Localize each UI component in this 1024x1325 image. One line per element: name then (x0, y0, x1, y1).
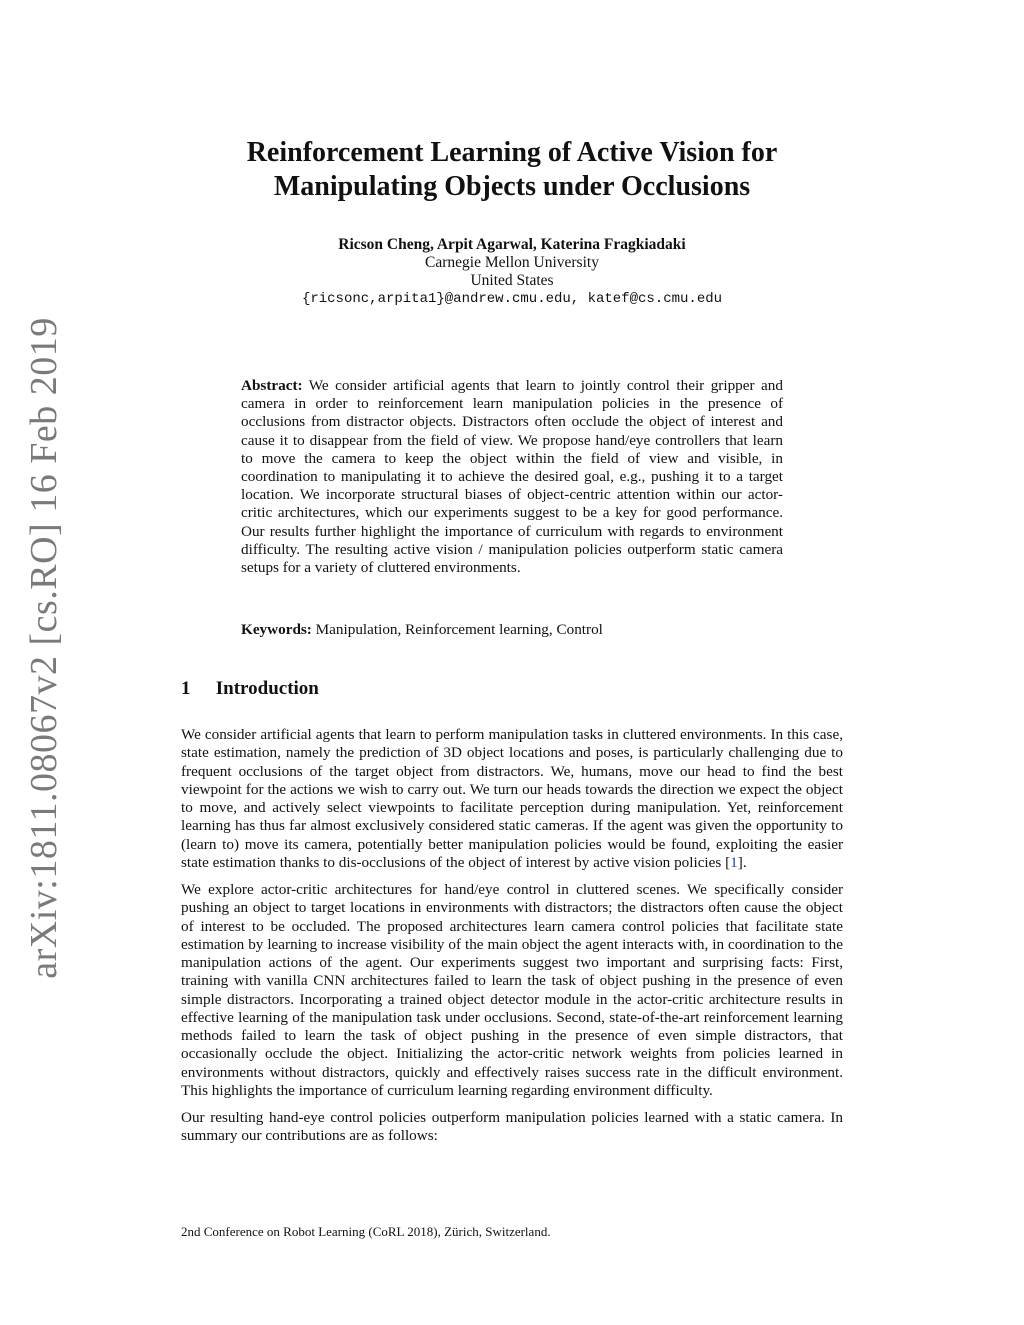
author-names: Ricson Cheng, Arpit Agarwal, Katerina Fragkiadaki (338, 236, 686, 253)
keywords (241, 621, 801, 639)
title-line-1: Reinforcement Learning of Active Vision for (246, 137, 778, 168)
abstract (241, 377, 783, 577)
author-block (0, 236, 1024, 308)
author-emails: {ricsonc,arpita1}@andrew.cmu.edu, katef@cs.cmu.edu (301, 291, 723, 307)
keywords-label: Keywords: (241, 621, 312, 638)
paper-title (0, 136, 1024, 204)
author-affiliation: Carnegie Mellon University (425, 254, 599, 271)
section-title: Introduction (215, 678, 319, 699)
section-heading-introduction (181, 678, 319, 700)
abstract-text: We consider artificial agents that learn to jointly control their gripper and camera in order to reinforcement learn manipulation policies in the presence of occlusions from distractor objects. Distractors often occlude the object of interest and cause it to disappear from the field of view. We propose hand/eye controllers that learn to move the camera to keep the object within the field of view and visible, in coordination to manipulating it to achieve the desired goal, e.g., pushing it to a target location. We incorporate structural biases of object-centric attention within our actor-critic architectures, which our experiments suggest to be a key for good performance. Our results further highlight the importance of curriculum with regards to environment difficulty. The resulting active vision / manipulation policies outperform static camera setups for a variety of cluttered environments. (241, 377, 783, 577)
conference-footer: 2nd Conference on Robot Learning (CoRL 2018), Zürich, Switzerland. (181, 1224, 551, 1239)
paragraph: We explore actor-critic architectures for hand/eye control in cluttered scenes. We specifically consider pushing an object to target locations in environments with distractors; the distractors often cause the object of interest to be occluded. The proposed architectures learn camera control policies that facilitate state estimation by learning to increase visibility of the main object the agent interacts with, in coordination to the manipulation actions of the agent. Our experiments suggest two important and surprising facts: First, training with vanilla CNN architectures failed to learn the task of object pushing in the presence of even simple distractors. Incorporating a trained object detector module in the actor-critic architecture results in effective learning of the manipulation task under occlusions. Second, state-of-the-art reinforcement learning methods failed to learn the task of object pushing in the presence of even simple distractors, that occasionally occlude the object. Initializing the actor-critic network weights from policies learned in environments without distractors, quickly and effectively raises success rate in the difficult environment. This highlights the importance of curriculum learning regarding environment difficulty. (181, 881, 843, 1099)
title-line-2: Manipulating Objects under Occlusions (273, 171, 751, 202)
abstract-label: Abstract: (241, 377, 303, 394)
paragraph-text: We consider artificial agents that learn to perform manipulation tasks in cluttered environments. In this case, state estimation, namely the prediction of 3D object locations and poses, is particularly challenging due to frequent occlusions of the target object from distractors. We, humans, move our head to find the best viewpoint for the actions we wish to carry out. We turn our heads towards the direction we expect the object to move, and actively select viewpoints to facilitate perception during manipulation. Yet, reinforcement learning has thus far almost exclusively considered static cameras. If the agent was given the opportunity to (learn to) move its camera, potentially better manipulation policies would be found, exploiting the easier state estimation thanks to dis-occlusions of the object of interest by active vision policies [ (181, 726, 843, 871)
section-number: 1 (181, 678, 191, 699)
citation-link[interactable]: 1 (730, 853, 738, 871)
author-country: United States (470, 272, 554, 289)
arxiv-identifier-stamp: arXiv:1811.08067v2 [cs.RO] 16 Feb 2019 (23, 317, 65, 979)
paragraph-text: ]. (737, 853, 747, 871)
paragraph: Our resulting hand-eye control policies outperform manipulation policies learned with a static camera. In summary our contributions are as follows: (181, 1109, 843, 1145)
introduction-body (181, 726, 843, 1155)
keywords-text: Manipulation, Reinforcement learning, Control (315, 621, 603, 638)
paragraph (181, 726, 843, 872)
